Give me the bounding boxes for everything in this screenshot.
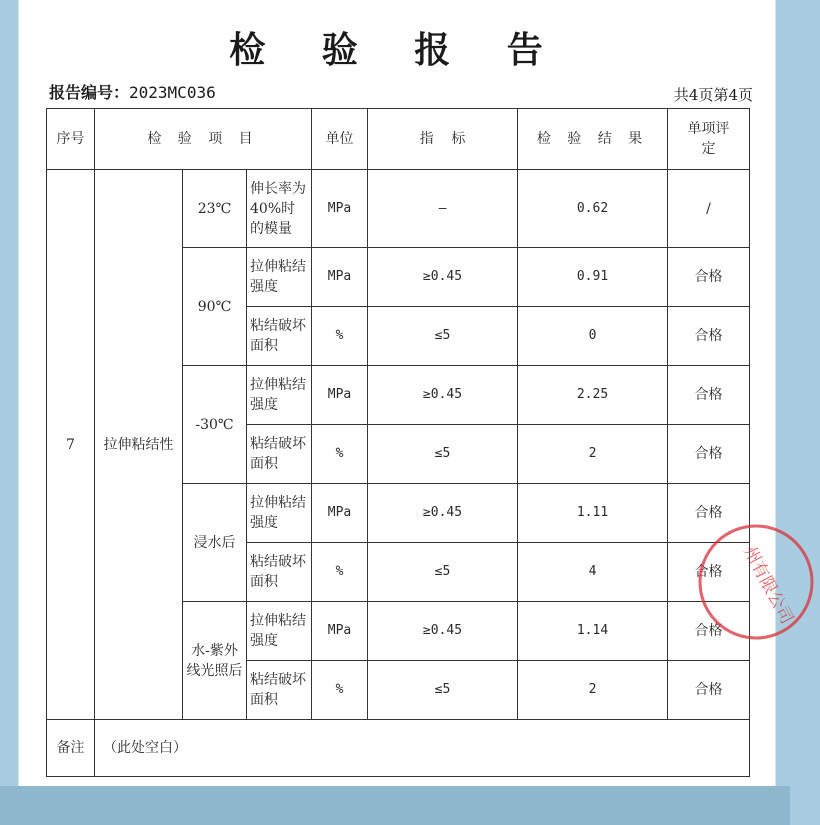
test-parameter: 拉伸粘结强度 [247,602,312,661]
header-result: 检 验 结 果 [518,109,668,170]
test-parameter: 拉伸粘结强度 [247,366,312,425]
seal-text: 州有限公司 [739,543,797,628]
test-condition: -30℃ [183,366,247,484]
unit-cell: % [312,425,368,484]
unit-cell: MPa [312,484,368,543]
index-cell: ≥0.45 [368,366,518,425]
index-cell: ≥0.45 [368,484,518,543]
result-cell: 0 [518,307,668,366]
evaluation-cell: 合格 [668,602,750,661]
header-unit: 单位 [312,109,368,170]
report-number [49,80,216,103]
header-row [47,109,750,170]
result-cell: 1.14 [518,602,668,661]
unit-cell: % [312,661,368,720]
test-condition: 23℃ [183,170,247,248]
evaluation-cell: 合格 [668,484,750,543]
index-cell: ≥0.45 [368,602,518,661]
test-parameter: 伸长率为40%时的模量 [247,170,312,248]
evaluation-cell: 合格 [668,425,750,484]
background-frame [0,786,790,825]
test-parameter: 拉伸粘结强度 [247,484,312,543]
remark-label: 备注 [47,720,95,777]
report-number-value: 2023MC036 [129,83,216,102]
result-cell: 2 [518,661,668,720]
unit-cell: MPa [312,366,368,425]
evaluation-cell: 合格 [668,248,750,307]
unit-cell: % [312,543,368,602]
evaluation-cell: / [668,170,750,248]
report-title: 检 验 报 告 [229,29,565,71]
result-cell: 1.11 [518,484,668,543]
inspection-table [46,108,750,777]
evaluation-cell: 合格 [668,543,750,602]
table-row [47,170,750,248]
unit-cell: MPa [312,248,368,307]
index-cell: ≤5 [368,543,518,602]
index-cell: ≥0.45 [368,248,518,307]
test-parameter: 粘结破坏面积 [247,425,312,484]
result-cell: 2 [518,425,668,484]
evaluation-cell: 合格 [668,661,750,720]
table-body [47,170,750,720]
index-cell: ≤5 [368,307,518,366]
remark-text: （此处空白） [95,720,750,777]
unit-cell: % [312,307,368,366]
test-parameter: 粘结破坏面积 [247,543,312,602]
result-cell: 0.91 [518,248,668,307]
remark-row [47,720,750,777]
test-parameter: 粘结破坏面积 [247,307,312,366]
unit-cell: MPa [312,602,368,661]
page-indicator: 共4页第4页 [673,86,753,104]
header-index: 指 标 [368,109,518,170]
evaluation-cell: 合格 [668,307,750,366]
report-number-label: 报告编号： [49,83,130,102]
result-cell: 0.62 [518,170,668,248]
result-cell: 2.25 [518,366,668,425]
header-sno: 序号 [47,109,95,170]
evaluation-cell: 合格 [668,366,750,425]
test-condition: 浸水后 [183,484,247,602]
test-parameter: 粘结破坏面积 [247,661,312,720]
index-cell: — [368,170,518,248]
test-parameter: 拉伸粘结强度 [247,248,312,307]
test-condition: 90℃ [183,248,247,366]
header-evaluation: 单项评定 [668,109,750,170]
header-item: 检 验 项 目 [95,109,312,170]
index-cell: ≤5 [368,661,518,720]
unit-cell: MPa [312,170,368,248]
serial-number: 7 [47,170,95,720]
test-condition: 水-紫外线光照后 [183,602,247,720]
result-cell: 4 [518,543,668,602]
index-cell: ≤5 [368,425,518,484]
item-name: 拉伸粘结性 [95,170,183,720]
